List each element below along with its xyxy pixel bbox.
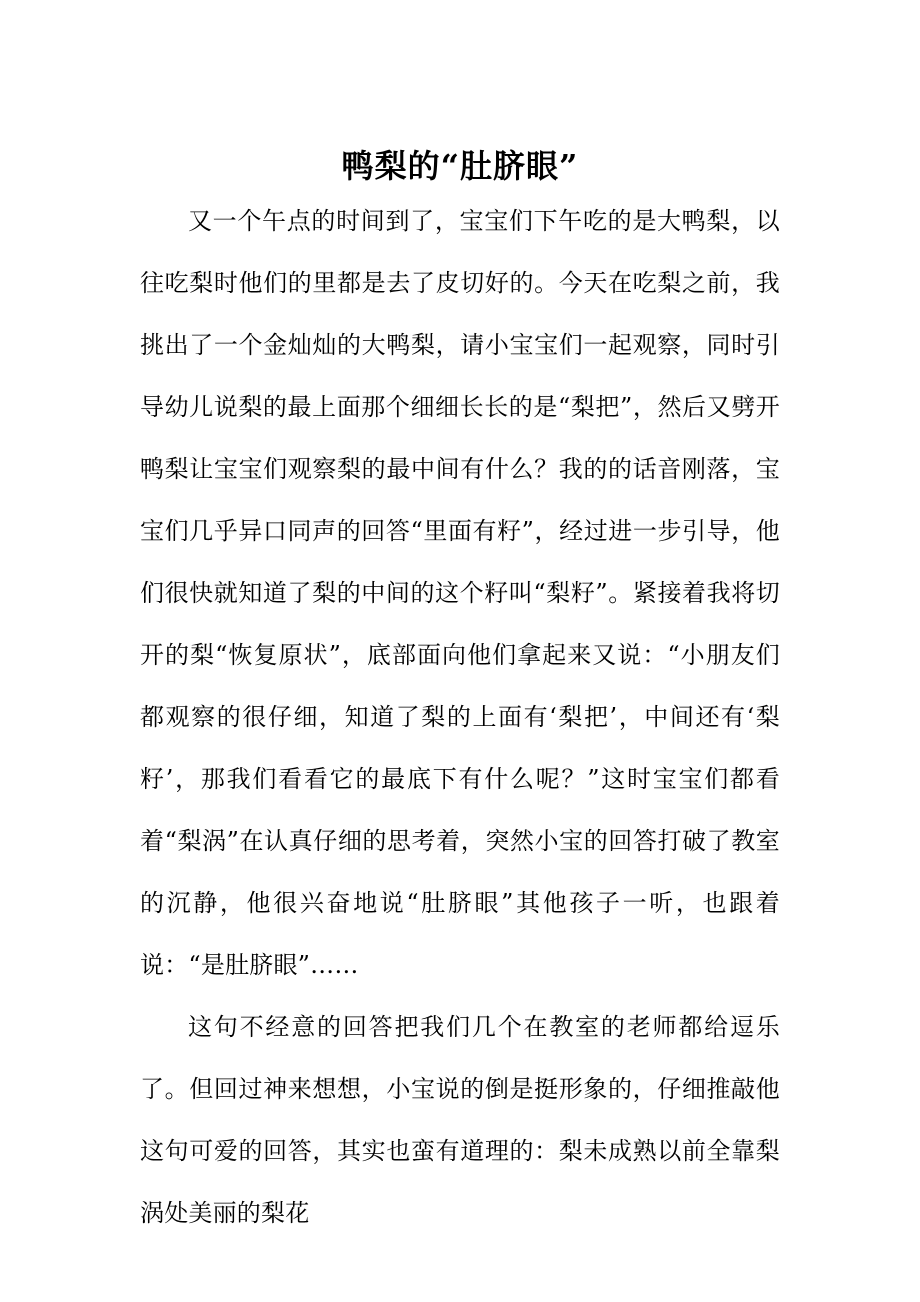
document-body: [140, 190, 780, 1244]
document-title: 鸭梨的“肚脐眼”: [341, 147, 579, 186]
paragraph-1: 又一个午点的时间到了，宝宝们下午吃的是大鸭梨，以往吃梨时他们的里都是去了皮切好的。今天在吃梨之前，我挑出了一个金灿灿的大鸭梨，请小宝宝们一起观察，同时引导幼儿说梨的最上面那个细细长长的是“梨把”，然后又劈开鸭梨让宝宝们观察梨的最中间有什么？我的的话音刚落，宝宝们几乎异口同声的回答“里面有籽”，经过进一步引导，他们很快就知道了梨的中间的这个籽叫“梨籽”。紧接着我将切开的梨“恢复原状”，底部面向他们拿起来又说：“小朋友们都观察的很仔细，知道了梨的上面有‘梨把’，中间还有‘梨籽’，那我们看看它的最底下有什么呢？”这时宝宝们都看着“梨涡”在认真仔细的思考着，突然小宝的回答打破了教室的沉静，他很兴奋地说“肚脐眼”其他孩子一听，也跟着说：“是肚脐眼”……: [140, 207, 780, 979]
paragraph-2: 这句不经意的回答把我们几个在教室的老师都给逗乐了。但回过神来想想，小宝说的倒是挺形象的，仔细推敲他这句可爱的回答，其实也蛮有道理的：梨未成熟以前全靠梨涡处美丽的梨花: [140, 1013, 780, 1227]
